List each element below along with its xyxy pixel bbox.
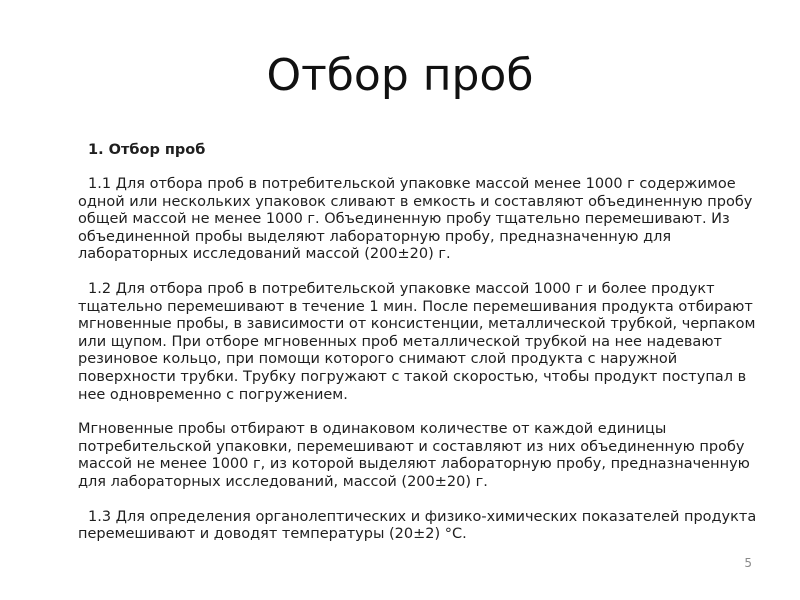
slide-title: Отбор проб	[266, 50, 534, 101]
paragraph-1-2	[78, 281, 758, 404]
paragraph-text: 1.3 Для определения органолептических и физико-химических показателей продукта перемешивают и доводят температуры (20±2) °С.	[78, 508, 757, 543]
paragraph-text: 1.2 Для отбора проб в потребительской упаковке массой 1000 г и более продукт тщательно перемешивают в течение 1 мин. После перемешивания продукта отбирают мгновенные пробы, в зависимости от консистенции, металлической трубкой, черпаком или щупом. При отборе мгновенных проб металлической трубкой на нее надевают резиновое кольцо, при помощи которого снимают слой продукта с наружной поверхности трубки. Трубку погружают с такой скоростью, чтобы продукт поступал в нее одновременно с погружением.	[78, 280, 756, 403]
paragraph-1-1	[78, 176, 758, 264]
section-heading: 1. Отбор проб	[88, 142, 206, 158]
slide-body	[78, 141, 758, 561]
paragraph-instant-samples	[78, 421, 758, 491]
paragraph-text: Мгновенные пробы отбирают в одинаковом количестве от каждой единицы потребительской упаковки, перемешивают и составляют из них объединенную пробу массой не менее 1000 г, из которой выделяют лабораторную пробу, предназначенную для лабораторных исследований, массой (200±20) г.	[78, 421, 750, 490]
paragraph-text: 1.1 Для отбора проб в потребительской упаковке массой менее 1000 г содержимое одной или нескольких упаковок сливают в емкость и составляют объединенную пробу общей массой не менее 1000 г. Объединенную пробу тщательно перемешивают. Из объединенной пробы выделяют лабораторную пробу, предназначенную для лабораторных исследований массой (200±20) г.	[78, 176, 753, 263]
page-number: 5	[744, 556, 752, 570]
paragraph-1-3	[78, 509, 758, 544]
